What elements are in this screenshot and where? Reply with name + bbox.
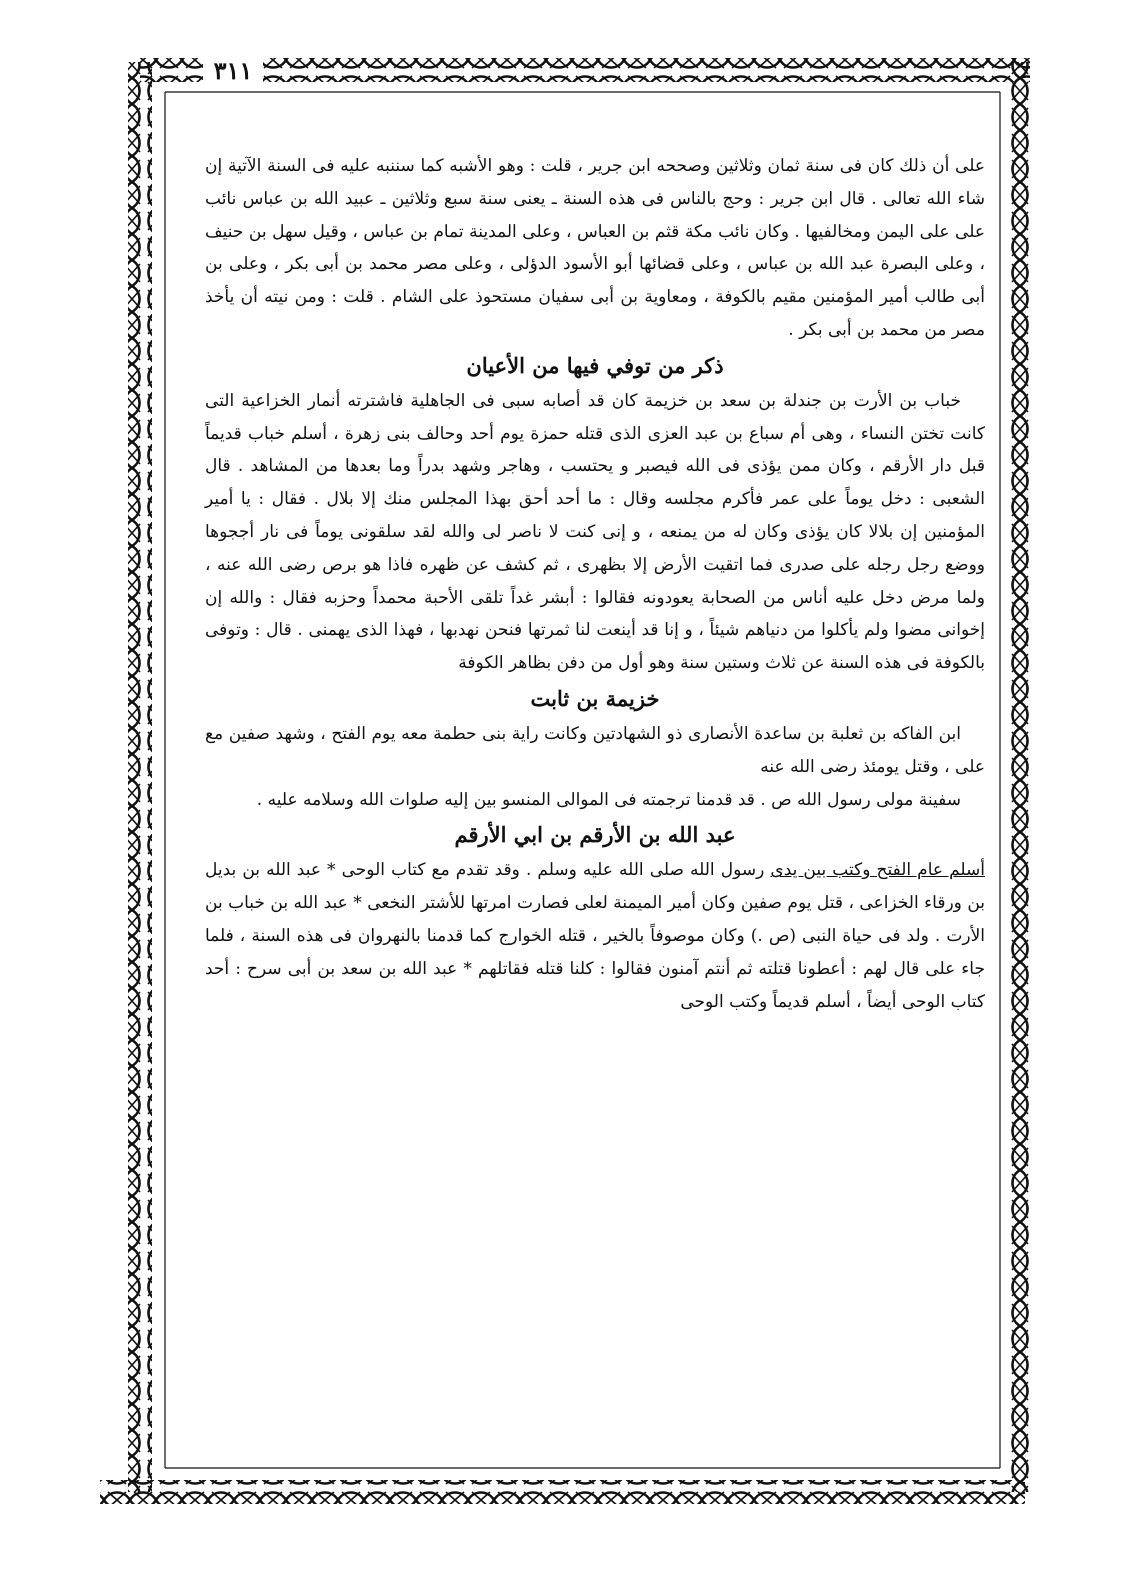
paragraph-intro: على أن ذلك كان فى سنة ثمان وثلاثين وصححه ابن جرير ، قلت : وهو الأشبه كما سننبه عليه فى السنة الآتية إن شاء الله تعالى . قال ابن جرير : وحج بالناس فى هذه السنة ـ يعنى سنة سبع وثلاثين ـ عبيد الله بن عباس نائب على على اليمن ومخالفيها . وكان نائب مكة قثم بن العباس ، وعلى المدينة تمام بن عباس ، وقيل سهل بن حنيف ، وعلى البصرة عبد الله بن عباس ، وعلى قضائها أبو الأسود الدؤلى ، وعلى مصر محمد بن أبى بكر ، وعلى بن أبى طالب أمير المؤمنين مقيم بالكوفة ، ومعاوية بن أبى سفيان مستحوذ على الشام . قلت : ومن نيته أن يأخذ مصر من محمد بن أبى بكر . xyxy=(205,156,985,340)
paragraph-khuzayma: ابن الفاكه بن ثعلبة بن ساعدة الأنصارى ذو الشهادتين وكانت راية بنى حطمة معه يوم الفتح ، وشهد صفين مع على ، وقتل يومئذ رضى الله عنه xyxy=(205,723,985,777)
underlined-phrase: أسلم عام الفتح وكتب بين يدى xyxy=(770,860,986,881)
section-heading-deaths: ذكر من توفي فيها من الأعيان xyxy=(466,352,724,378)
page-number: ٣١١ xyxy=(203,56,263,86)
section-heading-khuzayma: خزيمة بن ثابت xyxy=(530,685,660,711)
paragraph-abdullah-rest: رسول الله صلى الله عليه وسلم . وقد تقدم مع كتاب الوحى * عبد الله بن بديل بن ورقاء الخزاعى ، قتل يوم صفين وكان أمير الميمنة لعلى فصارت امرتها للأشتر النخعى * عبد الله بن خباب بن الأرت . ولد فى حياة النبى (ص .) وكان موصوفاً بالخير ، قتله الخوارج كما قدمنا بالنهروان فى هذه السنة ، فلما جاء على قال لهم : أعطونا قتلته ثم أنتم آمنون فقالوا : كلنا قتله فقاتلهم * عبد الله بن سعد بن أبى سرح : أحد كتاب الوحى أيضاً ، أسلم قديماً وكتب الوحى xyxy=(205,860,985,1012)
section-heading-abdullah-arqam: عبد الله بن الأرقم بن ابي الأرقم xyxy=(454,822,736,848)
paragraph-abdullah-arqam xyxy=(205,854,985,1018)
paragraph-khabbab: خباب بن الأرت بن جندلة بن سعد بن خزيمة كان قد أصابه سبى فى الجاهلية فاشترته أنمار الخزاعية التى كانت تختن النساء ، وهى أم سباع بن عبد العزى الذى قتله حمزة يوم أحد وحالف بنى زهرة ، أسلم خباب قديماً قبل دار الأرقم ، وكان ممن يؤذى فى الله فيصبر و يحتسب ، وهاجر وشهد بدراً وما بعدها من المشاهد . قال الشعبى : دخل يوماً على عمر فأكرم مجلسه وقال : ما أحد أحق بهذا المجلس منك إلا بلال . فقال : يا أمير المؤمنين إن بلالا كان يؤذى وكان له من يمنعه ، و إنى كنت لا ناصر لى والله لقد سلقونى يوماً فى نار أججوها ووضع رجل رجله على صدرى فما اتقيت الأرض إلا بظهرى ، ثم كشف عن ظهره فاذا هو برص رضى الله عنه ، ولما مرض دخل عليه أناس من الصحابة يعودونه فقالوا : أبشر غداً تلقى الأحبة محمداً وحزبه فقال : والله إن إخوانى مضوا ولم يأكلوا من دنياهم شيئاً ، و إنا قد أينعت لنا ثمرتها فنحن نهدبها ، فهذا الذى يهمنى . قال : وتوفى بالكوفة فى هذه السنة عن ثلاث وستين سنة وهو أول من دفن بظاهر الكوفة xyxy=(205,390,985,674)
main-text xyxy=(205,150,985,1470)
paragraph-safina: سفينة مولى رسول الله ص . قد قدمنا ترجمته فى الموالى المنسو بين إليه صلوات الله وسلامه عليه . xyxy=(256,789,961,810)
